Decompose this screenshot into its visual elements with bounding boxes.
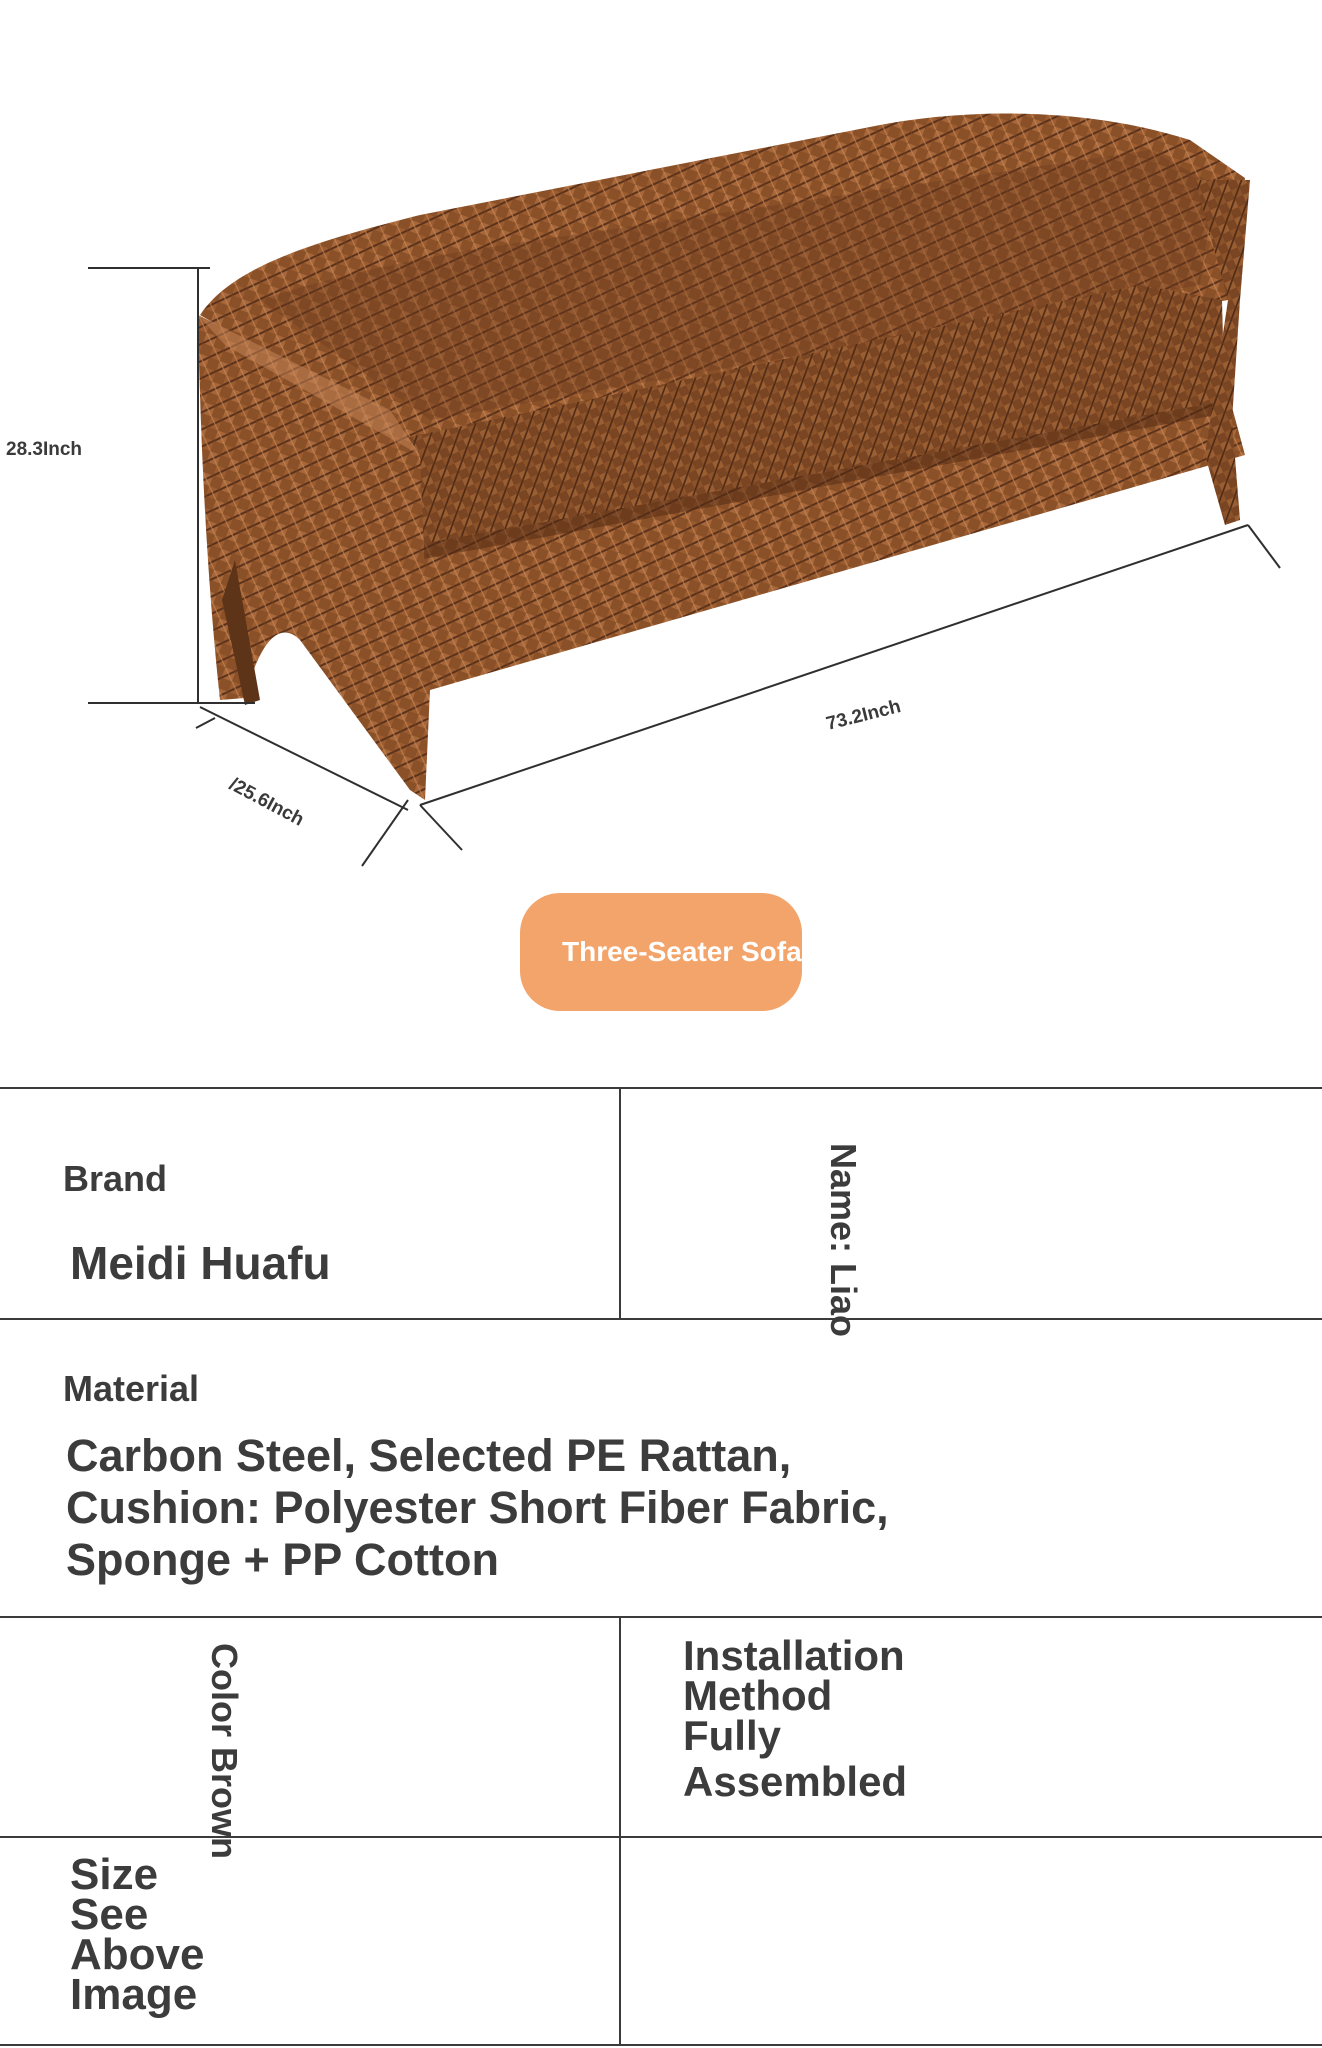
material-value — [66, 1430, 889, 1586]
installation-line: Method — [683, 1672, 833, 1719]
table-column-divider — [619, 1616, 621, 2046]
size-line: Above — [70, 1930, 205, 1979]
material-line: Cushion: Polyester Short Fiber Fabric, — [66, 1482, 889, 1533]
material-label: Material — [63, 1368, 200, 1409]
size-line: Size — [70, 1850, 159, 1899]
material-line: Carbon Steel, Selected PE Rattan, — [66, 1430, 792, 1481]
table-divider — [0, 1836, 1322, 1838]
table-divider — [0, 1616, 1322, 1618]
product-type-label: Three-Seater Sofa — [562, 936, 802, 967]
height-dimension-label: 28.3Inch — [6, 439, 83, 460]
depth-dimension-label: /25.6Inch — [225, 773, 308, 831]
installation-line: Installation — [683, 1632, 905, 1679]
brand-label: Brand — [63, 1158, 168, 1199]
size-value — [70, 1850, 205, 2019]
table-column-divider — [619, 1087, 621, 1318]
product-type-badge — [520, 893, 802, 1011]
size-line: See — [70, 1890, 149, 1939]
material-line: Sponge + PP Cotton — [66, 1534, 499, 1585]
installation-value — [683, 1632, 908, 1805]
table-divider — [0, 2044, 1322, 2046]
sofa-illustration — [198, 114, 1250, 800]
table-divider — [0, 1087, 1322, 1089]
brand-value: Meidi Huafu — [70, 1237, 331, 1289]
table-divider — [0, 1318, 1322, 1320]
installation-line: Assembled — [683, 1758, 908, 1805]
installation-line: Fully — [683, 1712, 782, 1759]
size-line: Image — [70, 1970, 198, 2019]
color-value: Color Brown — [204, 1643, 245, 1859]
name-value: Name: Liao — [823, 1143, 864, 1338]
length-dimension-label: 73.2Inch — [824, 696, 903, 735]
